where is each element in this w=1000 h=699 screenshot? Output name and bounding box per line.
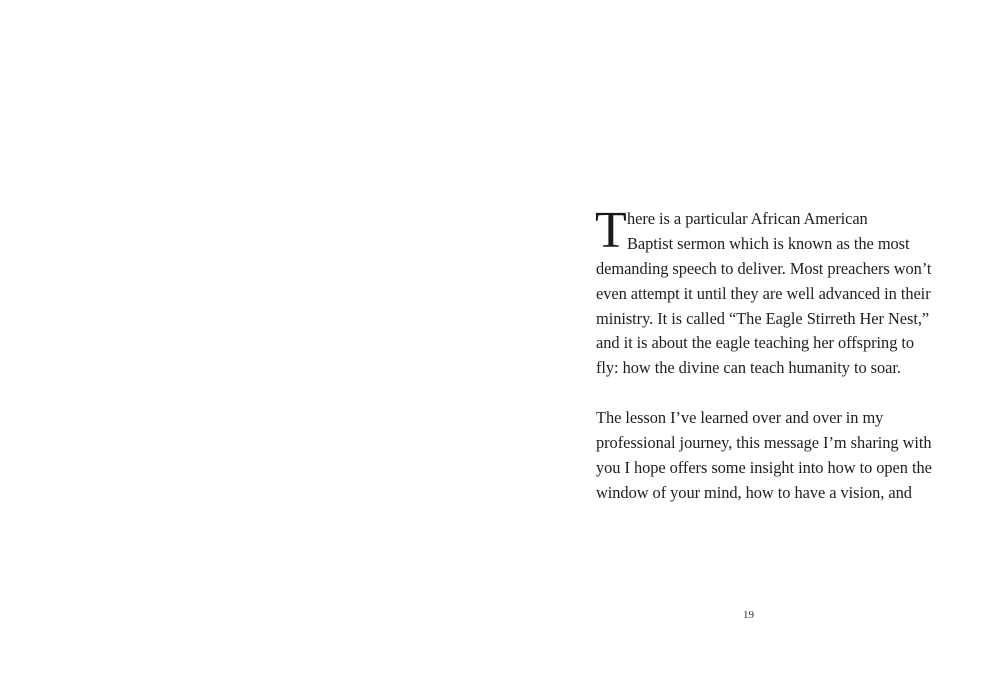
paragraph-1-line-2: Baptist sermon which is known as the most bbox=[627, 233, 910, 253]
paragraph-1-line-1-text: here is a particular African American bbox=[627, 209, 868, 228]
paragraph-1-line-5: ministry. It is called “The Eagle Stirreth Her Nest,” bbox=[596, 308, 930, 328]
paragraph-2-line-2: professional journey, this message I’m sharing with bbox=[596, 433, 932, 453]
paragraph-2 bbox=[596, 406, 941, 506]
page-number: 19 bbox=[743, 609, 754, 621]
drop-cap: T bbox=[595, 202, 627, 259]
paragraph-1-line-7: fly: how the divine can teach humanity to soar. bbox=[596, 358, 901, 378]
paragraph-1 bbox=[595, 202, 941, 381]
paragraph-2-line-4: window of your mind, how to have a vision, and bbox=[596, 482, 912, 502]
paragraph-1-line-3: demanding speech to deliver. Most preachers won’t bbox=[596, 258, 932, 278]
paragraph-gap bbox=[596, 381, 941, 406]
paragraph-2-line-1: The lesson I’ve learned over and over in my bbox=[596, 408, 884, 428]
paragraph-1-line-6: and it is about the eagle teaching her offspring to bbox=[596, 333, 915, 353]
paragraph-1-line-4: even attempt it until they are well advanced in their bbox=[596, 283, 931, 303]
right-page bbox=[500, 0, 1000, 699]
body-text bbox=[595, 202, 941, 506]
paragraph-2-line-3: you I hope offers some insight into how to open the bbox=[596, 457, 932, 477]
